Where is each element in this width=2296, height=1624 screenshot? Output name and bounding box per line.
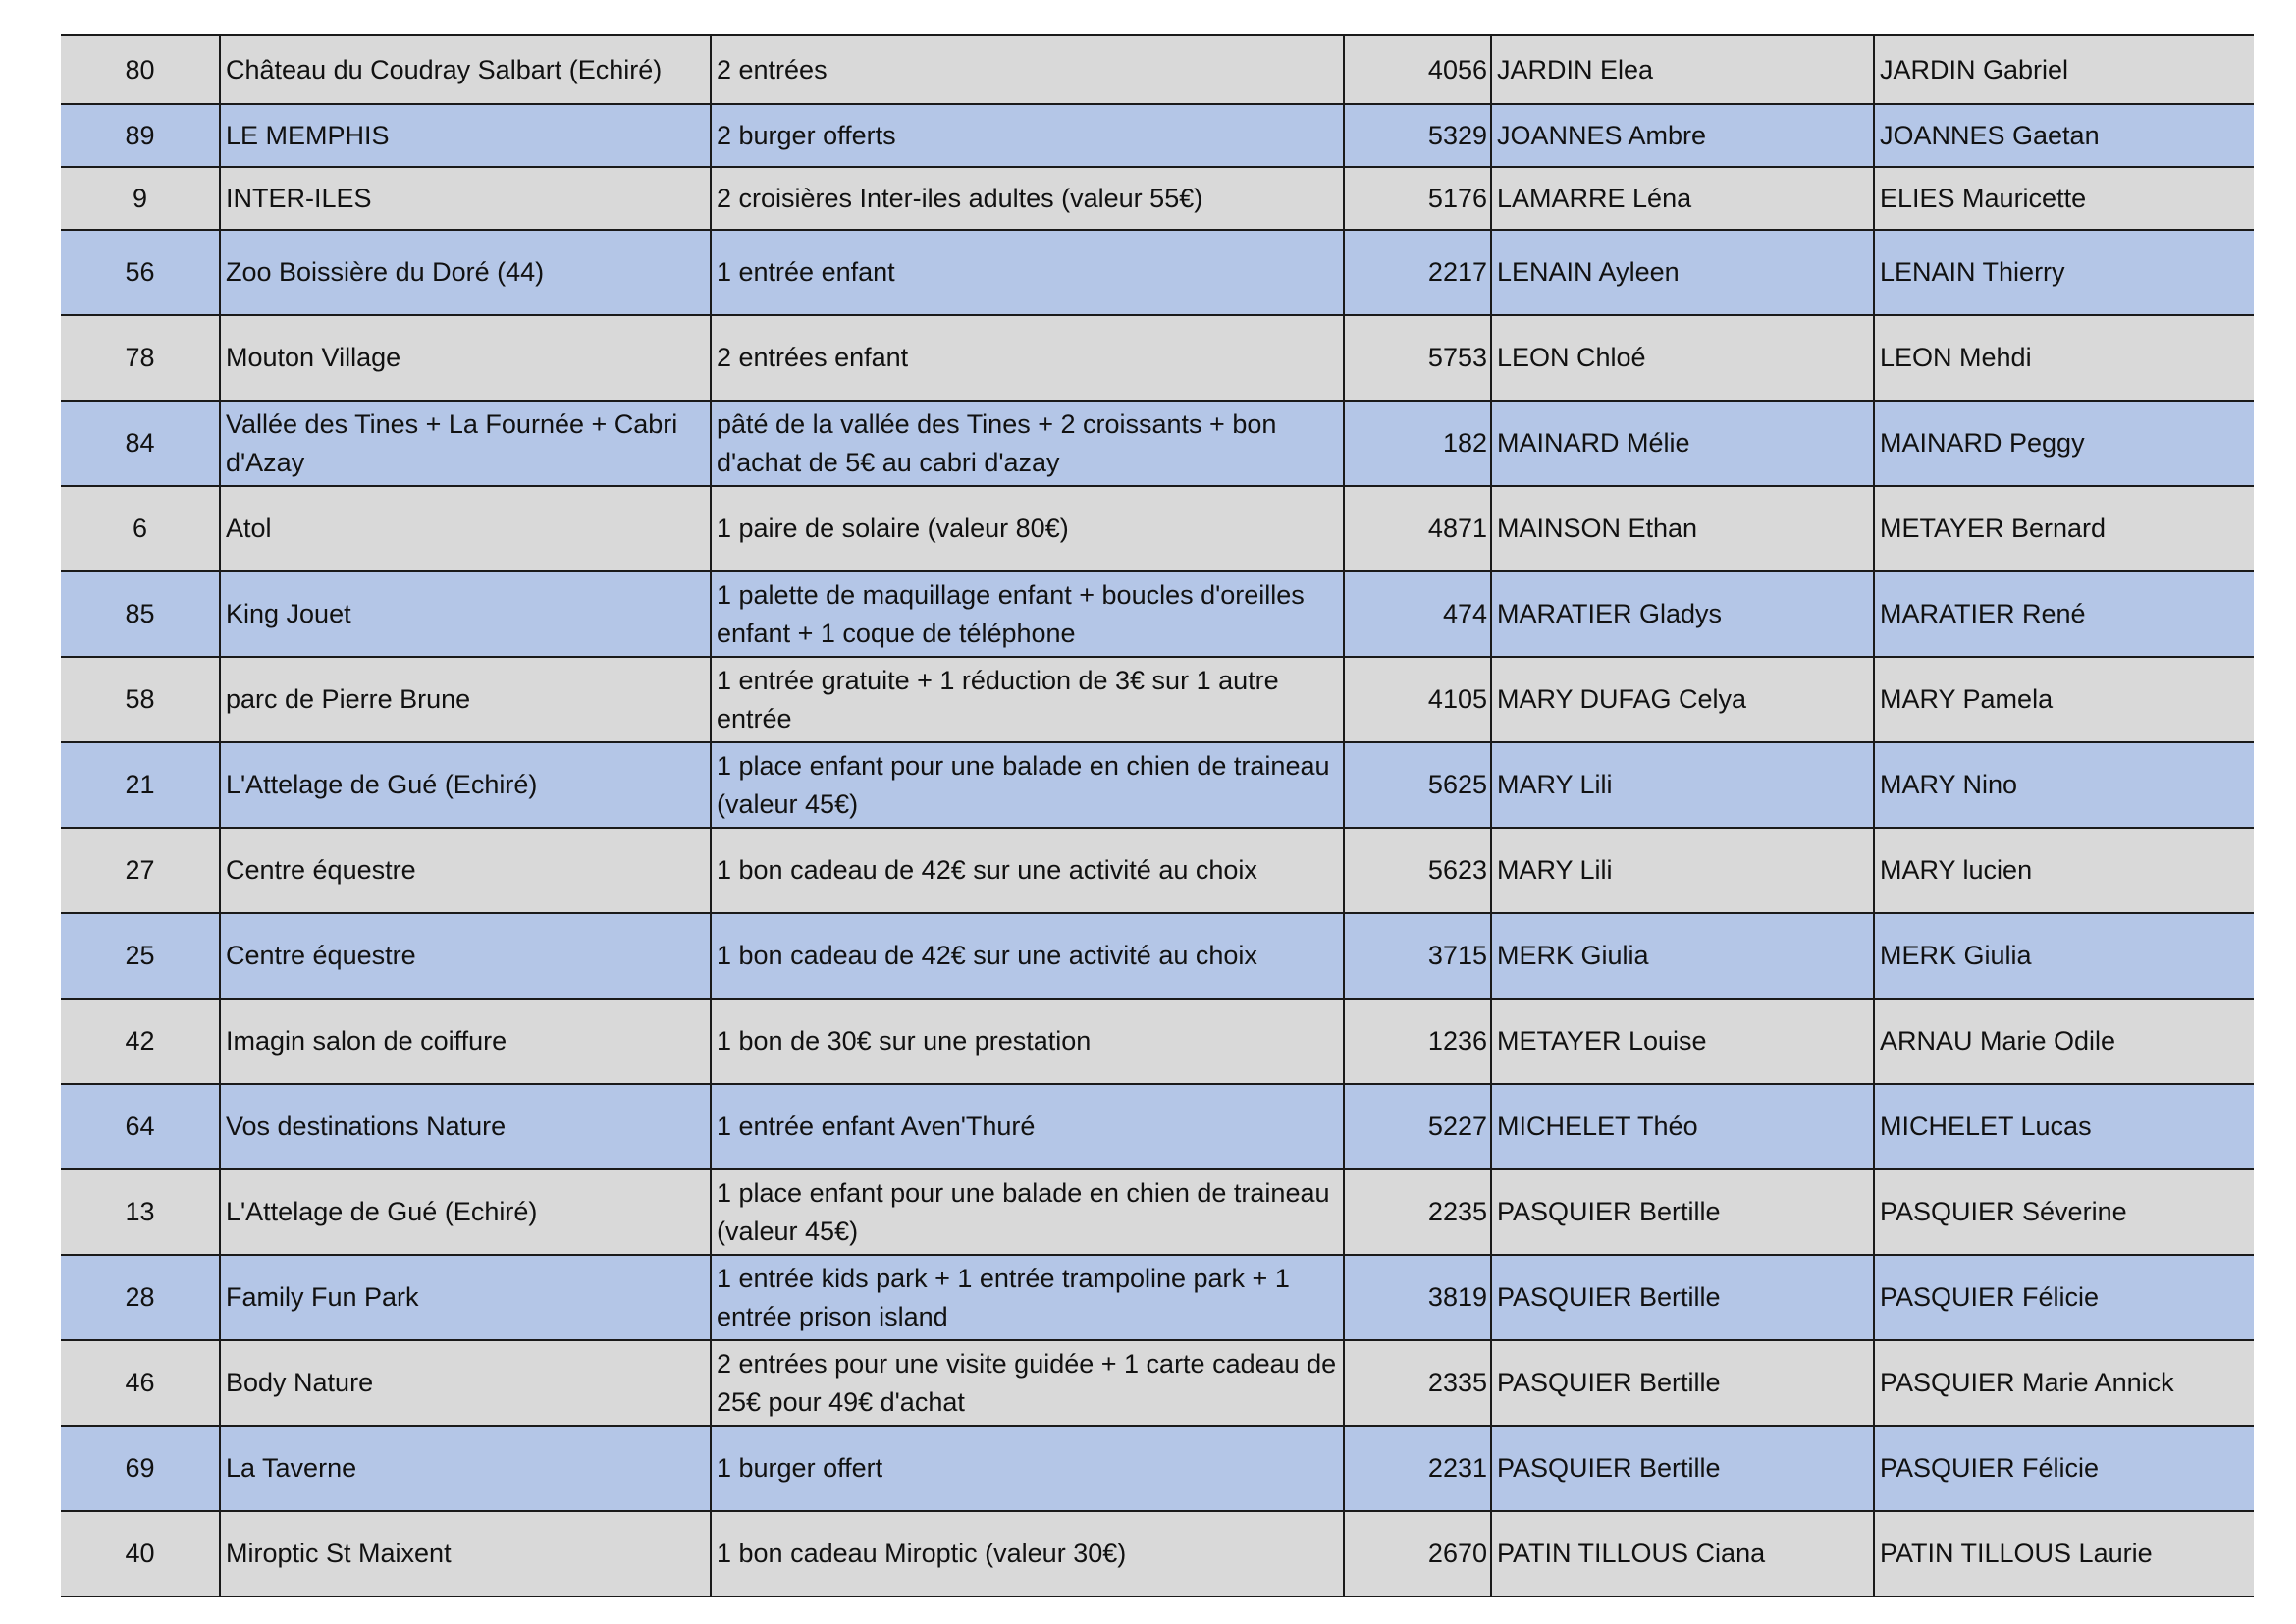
lot-number: 64 — [61, 1084, 220, 1169]
seller-name: ARNAU Marie Odile — [1874, 999, 2254, 1084]
winner-name: JARDIN Elea — [1491, 35, 1874, 104]
ticket-number: 5623 — [1344, 828, 1491, 913]
lot-number: 9 — [61, 167, 220, 230]
winner-name: JOANNES Ambre — [1491, 104, 1874, 167]
lot-number: 42 — [61, 999, 220, 1084]
partner-name: Centre équestre — [220, 828, 711, 913]
prize-description: 1 entrée enfant Aven'Thuré — [711, 1084, 1344, 1169]
seller-name: MARY Pamela — [1874, 657, 2254, 742]
seller-name: MARY Nino — [1874, 742, 2254, 828]
winner-name: LEON Chloé — [1491, 315, 1874, 401]
table-row — [61, 1511, 2254, 1597]
lot-number: 78 — [61, 315, 220, 401]
table-row — [61, 315, 2254, 401]
prize-description: pâté de la vallée des Tines + 2 croissants + bon d'achat de 5€ au cabri d'azay — [711, 401, 1344, 486]
prize-description: 1 bon de 30€ sur une prestation — [711, 999, 1344, 1084]
partner-name: La Taverne — [220, 1426, 711, 1511]
table-row — [61, 486, 2254, 571]
lot-number: 84 — [61, 401, 220, 486]
lot-number: 27 — [61, 828, 220, 913]
ticket-number: 4871 — [1344, 486, 1491, 571]
ticket-number: 5329 — [1344, 104, 1491, 167]
table-row — [61, 1169, 2254, 1255]
lot-number: 85 — [61, 571, 220, 657]
prize-description: 1 bon cadeau Miroptic (valeur 30€) — [711, 1511, 1344, 1597]
seller-name: PASQUIER Félicie — [1874, 1255, 2254, 1340]
prize-description: 1 bon cadeau de 42€ sur une activité au choix — [711, 913, 1344, 999]
table-row — [61, 657, 2254, 742]
table-row — [61, 828, 2254, 913]
table-row — [61, 742, 2254, 828]
table-row — [61, 230, 2254, 315]
partner-name: Miroptic St Maixent — [220, 1511, 711, 1597]
lot-number: 56 — [61, 230, 220, 315]
partner-name: Atol — [220, 486, 711, 571]
partner-name: LE MEMPHIS — [220, 104, 711, 167]
lot-number: 40 — [61, 1511, 220, 1597]
prize-description: 1 place enfant pour une balade en chien de traineau (valeur 45€) — [711, 1169, 1344, 1255]
winner-name: MARY DUFAG Celya — [1491, 657, 1874, 742]
ticket-number: 2335 — [1344, 1340, 1491, 1426]
lot-number: 69 — [61, 1426, 220, 1511]
seller-name: METAYER Bernard — [1874, 486, 2254, 571]
prize-description: 2 burger offerts — [711, 104, 1344, 167]
winner-name: LENAIN Ayleen — [1491, 230, 1874, 315]
partner-name: Mouton Village — [220, 315, 711, 401]
prize-description: 1 bon cadeau de 42€ sur une activité au choix — [711, 828, 1344, 913]
table-row — [61, 104, 2254, 167]
prize-description: 1 entrée kids park + 1 entrée trampoline park + 1 entrée prison island — [711, 1255, 1344, 1340]
partner-name: King Jouet — [220, 571, 711, 657]
winner-name: MARATIER Gladys — [1491, 571, 1874, 657]
winner-name: MARY Lili — [1491, 742, 1874, 828]
lot-number: 28 — [61, 1255, 220, 1340]
ticket-number: 5176 — [1344, 167, 1491, 230]
ticket-number: 2235 — [1344, 1169, 1491, 1255]
prize-description: 1 place enfant pour une balade en chien de traineau (valeur 45€) — [711, 742, 1344, 828]
lot-number: 6 — [61, 486, 220, 571]
ticket-number: 5227 — [1344, 1084, 1491, 1169]
ticket-number: 2670 — [1344, 1511, 1491, 1597]
prize-description: 1 paire de solaire (valeur 80€) — [711, 486, 1344, 571]
ticket-number: 182 — [1344, 401, 1491, 486]
prize-description: 1 palette de maquillage enfant + boucles d'oreilles enfant + 1 coque de téléphone — [711, 571, 1344, 657]
seller-name: LENAIN Thierry — [1874, 230, 2254, 315]
prize-description: 2 croisières Inter-iles adultes (valeur 55€) — [711, 167, 1344, 230]
seller-name: MICHELET Lucas — [1874, 1084, 2254, 1169]
seller-name: PASQUIER Marie Annick — [1874, 1340, 2254, 1426]
partner-name: Centre équestre — [220, 913, 711, 999]
table-row — [61, 1255, 2254, 1340]
winner-name: MICHELET Théo — [1491, 1084, 1874, 1169]
ticket-number: 2217 — [1344, 230, 1491, 315]
lot-number: 89 — [61, 104, 220, 167]
prize-description: 2 entrées pour une visite guidée + 1 carte cadeau de 25€ pour 49€ d'achat — [711, 1340, 1344, 1426]
lot-number: 46 — [61, 1340, 220, 1426]
winner-name: MARY Lili — [1491, 828, 1874, 913]
seller-name: MAINARD Peggy — [1874, 401, 2254, 486]
seller-name: MARY lucien — [1874, 828, 2254, 913]
prize-table — [61, 34, 2254, 1597]
seller-name: JOANNES Gaetan — [1874, 104, 2254, 167]
seller-name: MARATIER René — [1874, 571, 2254, 657]
winner-name: PASQUIER Bertille — [1491, 1426, 1874, 1511]
partner-name: Family Fun Park — [220, 1255, 711, 1340]
winner-name: MERK Giulia — [1491, 913, 1874, 999]
partner-name: Body Nature — [220, 1340, 711, 1426]
partner-name: L'Attelage de Gué (Echiré) — [220, 1169, 711, 1255]
winner-name: PASQUIER Bertille — [1491, 1255, 1874, 1340]
lot-number: 21 — [61, 742, 220, 828]
partner-name: Château du Coudray Salbart (Echiré) — [220, 35, 711, 104]
partner-name: Imagin salon de coiffure — [220, 999, 711, 1084]
ticket-number: 4105 — [1344, 657, 1491, 742]
partner-name: Vallée des Tines + La Fournée + Cabri d'Azay — [220, 401, 711, 486]
table-row — [61, 571, 2254, 657]
table-row — [61, 913, 2254, 999]
prize-description: 1 entrée gratuite + 1 réduction de 3€ sur 1 autre entrée — [711, 657, 1344, 742]
seller-name: PATIN TILLOUS Laurie — [1874, 1511, 2254, 1597]
seller-name: PASQUIER Séverine — [1874, 1169, 2254, 1255]
prize-description: 2 entrées enfant — [711, 315, 1344, 401]
ticket-number: 5625 — [1344, 742, 1491, 828]
ticket-number: 3819 — [1344, 1255, 1491, 1340]
seller-name: JARDIN Gabriel — [1874, 35, 2254, 104]
lot-number: 58 — [61, 657, 220, 742]
winner-name: METAYER Louise — [1491, 999, 1874, 1084]
ticket-number: 4056 — [1344, 35, 1491, 104]
table-row — [61, 401, 2254, 486]
prize-description: 2 entrées — [711, 35, 1344, 104]
partner-name: parc de Pierre Brune — [220, 657, 711, 742]
seller-name: LEON Mehdi — [1874, 315, 2254, 401]
table-row — [61, 167, 2254, 230]
ticket-number: 474 — [1344, 571, 1491, 657]
table-row — [61, 35, 2254, 104]
table-row — [61, 1426, 2254, 1511]
ticket-number: 2231 — [1344, 1426, 1491, 1511]
partner-name: L'Attelage de Gué (Echiré) — [220, 742, 711, 828]
partner-name: Vos destinations Nature — [220, 1084, 711, 1169]
table-row — [61, 1340, 2254, 1426]
winner-name: PASQUIER Bertille — [1491, 1169, 1874, 1255]
table-row — [61, 999, 2254, 1084]
ticket-number: 3715 — [1344, 913, 1491, 999]
lot-number: 80 — [61, 35, 220, 104]
seller-name: ELIES Mauricette — [1874, 167, 2254, 230]
table-row — [61, 1084, 2254, 1169]
winner-name: PATIN TILLOUS Ciana — [1491, 1511, 1874, 1597]
prize-description: 1 entrée enfant — [711, 230, 1344, 315]
lot-number: 25 — [61, 913, 220, 999]
lot-number: 13 — [61, 1169, 220, 1255]
winner-name: LAMARRE Léna — [1491, 167, 1874, 230]
ticket-number: 1236 — [1344, 999, 1491, 1084]
seller-name: PASQUIER Félicie — [1874, 1426, 2254, 1511]
winner-name: PASQUIER Bertille — [1491, 1340, 1874, 1426]
partner-name: Zoo Boissière du Doré (44) — [220, 230, 711, 315]
seller-name: MERK Giulia — [1874, 913, 2254, 999]
winner-name: MAINARD Mélie — [1491, 401, 1874, 486]
partner-name: INTER-ILES — [220, 167, 711, 230]
winner-name: MAINSON Ethan — [1491, 486, 1874, 571]
ticket-number: 5753 — [1344, 315, 1491, 401]
prize-description: 1 burger offert — [711, 1426, 1344, 1511]
